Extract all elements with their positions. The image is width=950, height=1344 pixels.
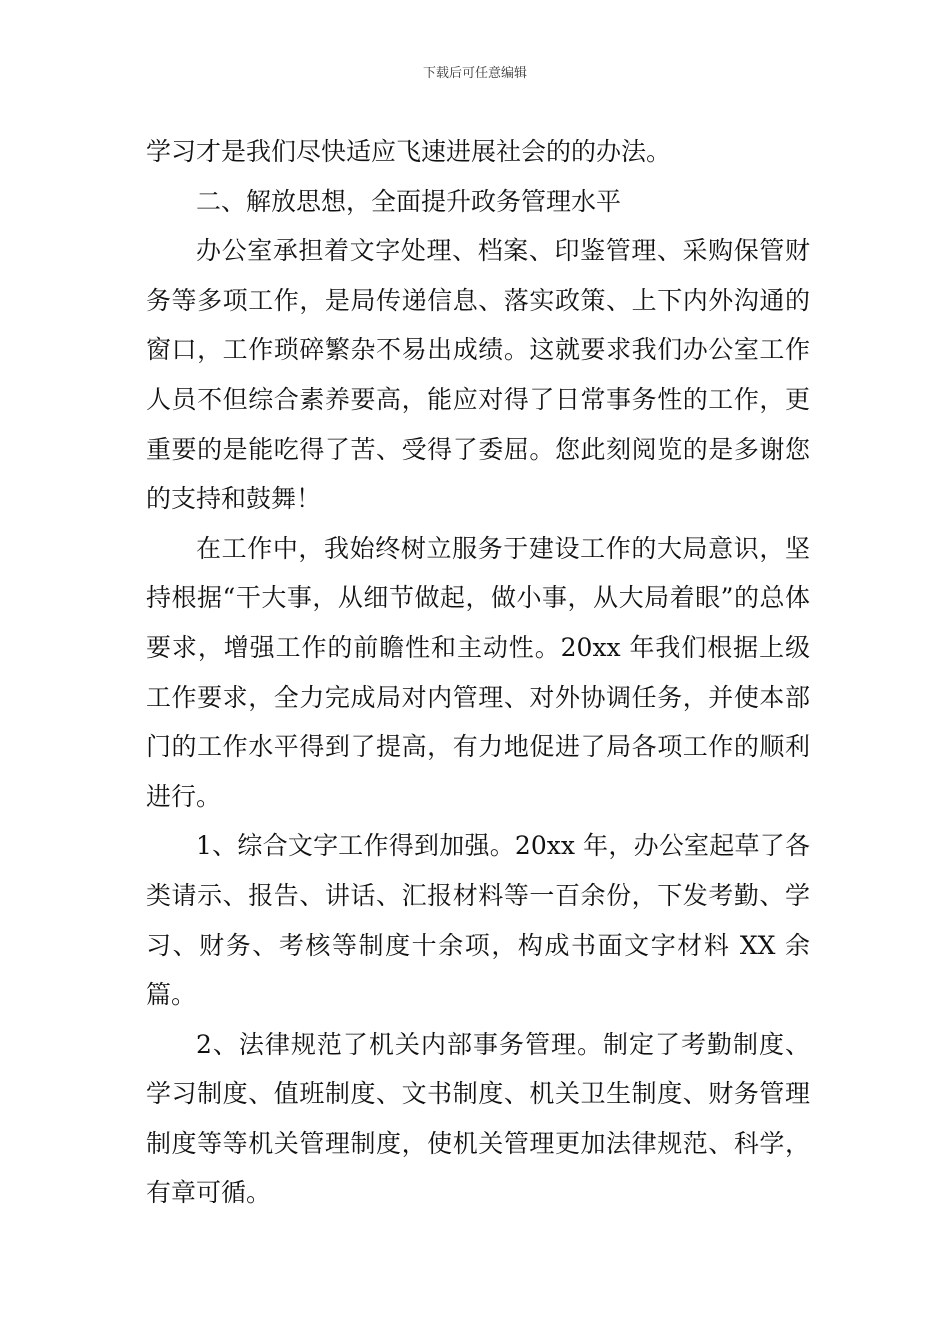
list-item: 2、法律规范了机关内部事务管理。制定了考勤制度、学习制度、值班制度、文书制度、机关卫生制度、财务管理制度等等机关管理制度，使机关管理更加法律规范、科学，有章可循。 [146,1029,810,1208]
section-heading: 二、解放思想，全面提升政务管理水平 [196,186,622,216]
list-item: 1、综合文字工作得到加强。20xx 年，办公室起草了各类请示、报告、讲话、汇报材料等一百余份，下发考勤、学习、财务、考核等制度十余项，构成书面文字材料 XX 余篇。 [146,831,810,1010]
paragraph: 在工作中，我始终树立服务于建设工作的大局意识，坚持根据“干大事，从细节做起，做小事，从大局着眼”的总体要求，增强工作的前瞻性和主动性。20xx 年我们根据上级工作要求，全力完成局对内管理、对外协调任务，并使本部门的工作水平得到了提高，有力地促进了局各项工作的顺利进行。 [146,533,810,811]
document-body [146,127,810,1218]
paragraph: 办公室承担着文字处理、档案、印鉴管理、采购保管财务等多项工作，是局传递信息、落实政策、上下内外沟通的窗口，工作琐碎繁杂不易出成绩。这就要求我们办公室工作人员不但综合素养要高，能应对得了日常事务性的工作，更重要的是能吃得了苦、受得了委屈。您此刻阅览的是多谢您的支持和鼓舞！ [146,236,810,514]
paragraph: 学习才是我们尽快适应飞速进展社会的的办法。 [146,137,672,166]
page-header: 下载后可任意编辑 [422,66,527,81]
